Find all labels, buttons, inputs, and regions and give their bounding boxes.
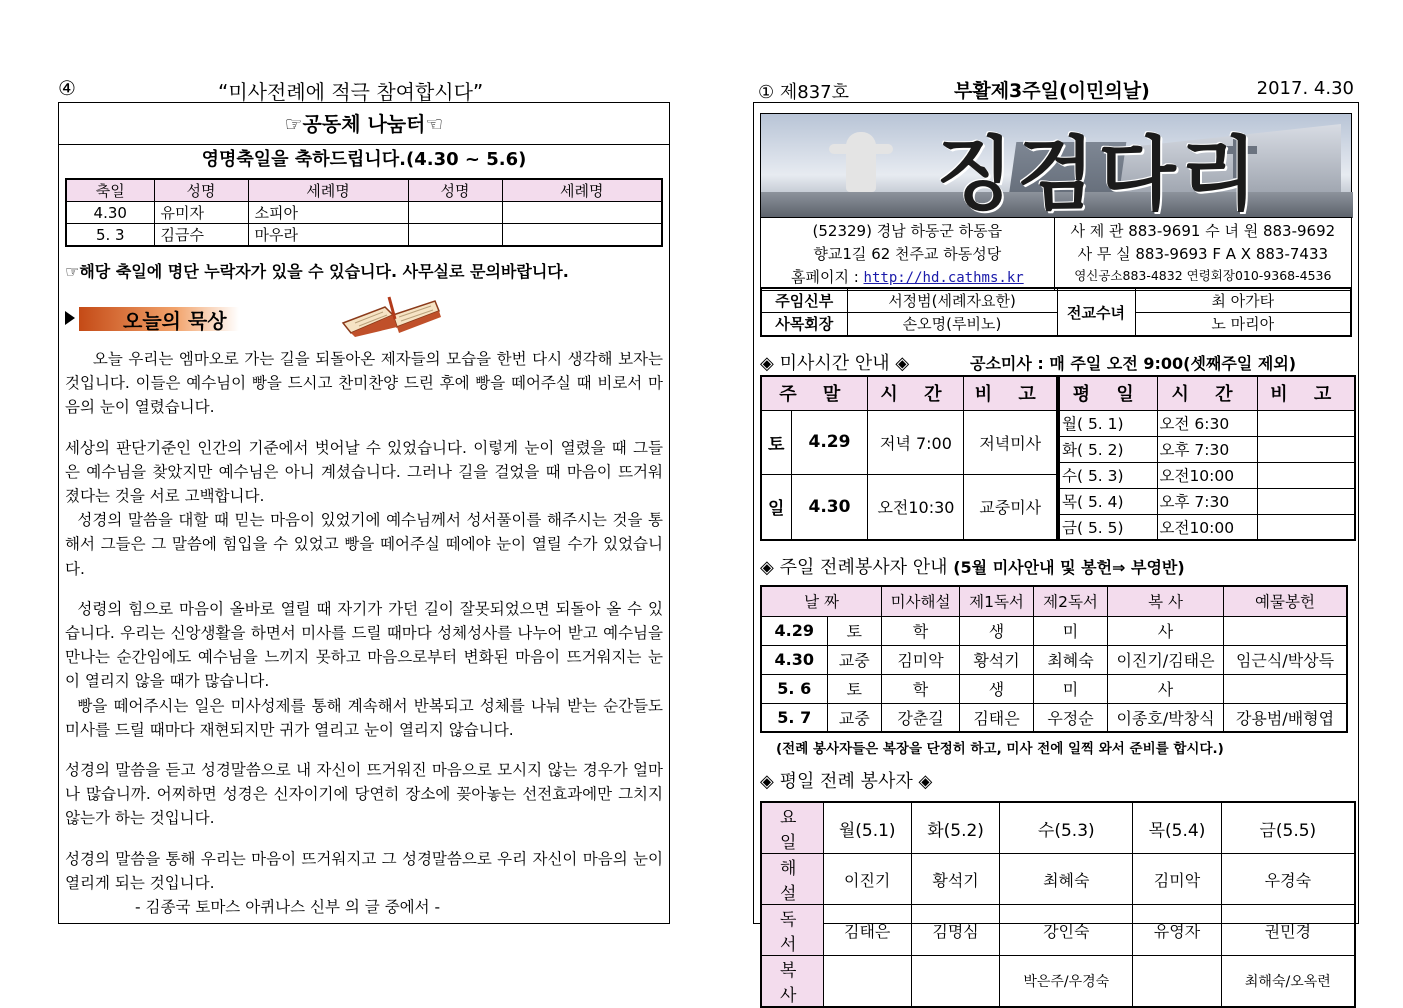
issue-number: ① 제837호 [758, 82, 849, 103]
table-row [1059, 436, 1355, 462]
right-page-header [758, 76, 1354, 102]
wd-cell [823, 956, 911, 1008]
paragraph: 성경의 말씀을 통해 우리는 마음이 뜨거워지고 그 성경말씀으로 우리 자신이 마음의 눈이 열리게 되는 것입니다. [65, 849, 663, 892]
issue-date: 2017. 4.30 [1256, 78, 1354, 99]
wd-cell [911, 956, 999, 1008]
mass-note: 교중미사 [964, 474, 1057, 540]
contact-line: 사 제 관 883-9691 수 녀 원 883-9692 [1070, 222, 1336, 240]
server-cell: 황석기 [960, 645, 1034, 674]
feast-title: 영명축일을 축하드립니다.(4.30 ~ 5.6) [201, 149, 527, 170]
mass-time: 오전10:00 [1157, 462, 1257, 488]
weekday-servers-table [760, 801, 1356, 1008]
servers-header: 예물봉헌 [1224, 586, 1347, 616]
table-row [761, 645, 1347, 674]
table-row [761, 854, 1355, 905]
mass-header: 시 간 [1157, 376, 1257, 410]
wd-header: 목(5.4) [1133, 802, 1221, 854]
feast-header: 성명 [154, 179, 248, 202]
feast-cell [408, 202, 502, 224]
feast-notice: ☞해당 축일에 명단 누락자가 있을 수 있습니다. 사무실로 문의바랍니다. [65, 262, 569, 281]
staff-name: 손오명(루비노) [847, 312, 1057, 336]
staff-name: 서정범(세례자요한) [847, 288, 1057, 312]
server-cell: 우정순 [1034, 703, 1108, 732]
staff-label: 주임신부 [761, 288, 847, 312]
mission-mass-note: 공소미사 : 매 주일 오전 9:00(셋째주일 제외) [970, 354, 1297, 373]
contact-line: 사 무 실 883-9693 F A X 883-7433 [1077, 244, 1329, 263]
weekday-servers-heading: ◈ 평일 전례 봉사자 ◈ [760, 771, 933, 792]
table-row [761, 905, 1355, 956]
server-cell: 사 [1108, 674, 1224, 703]
server-cell: 학 [882, 674, 960, 703]
wd-cell: 강인숙 [1000, 905, 1133, 956]
contacts-cell [1054, 218, 1351, 291]
left-page-header [58, 76, 670, 104]
server-cell: 이진기/김태은 [1108, 645, 1224, 674]
staff-name: 최 아가타 [1135, 288, 1351, 312]
table-row [1059, 514, 1355, 540]
servers-header: 날 짜 [761, 586, 882, 616]
wd-header: 월(5.1) [823, 802, 911, 854]
server-cell: 이종호/박창식 [1108, 703, 1224, 732]
weekday: 화( 5. 2) [1059, 436, 1157, 462]
table-row [761, 410, 1057, 474]
servers-heading-row [760, 553, 1185, 579]
server-cell: 미 [1034, 674, 1108, 703]
table-row [761, 616, 1347, 645]
statue-icon [846, 132, 876, 192]
page-motto: “미사전례에 적극 참여합시다” [218, 80, 484, 104]
bulletin-box [753, 102, 1359, 1006]
servers-heading: ◈ 주일 전례봉사자 안내 [760, 557, 948, 578]
wd-cell: 김명심 [911, 905, 999, 956]
open-book-icon [335, 293, 445, 339]
feast-table [65, 178, 663, 247]
wd-header: 화(5.2) [911, 802, 999, 854]
feast-cell: 소피아 [248, 202, 408, 224]
wd-label: 요 일 [761, 802, 823, 854]
server-cell: 사 [1108, 616, 1224, 645]
staff-label: 사목회장 [761, 312, 847, 336]
table-row [761, 703, 1347, 732]
wd-label: 독 서 [761, 905, 823, 956]
paragraph: 성경의 말씀을 듣고 성경말씀으로 내 자신이 뜨거워진 마음으로 모시지 않는 경우가 얼마나 많습니까. 어찌하면 성경은 신자이기에 당연히 장소에 꽂아놓는 선전효과에만 그치지 않는가 하는 것입니다. [65, 761, 663, 828]
wd-cell: 김태은 [823, 905, 911, 956]
weekday: 수( 5. 3) [1059, 462, 1157, 488]
mass-heading: ◈ 미사시간 안내 ◈ [760, 353, 910, 374]
feast-header: 세례명 [248, 179, 408, 202]
server-cell: 김태은 [960, 703, 1034, 732]
signature: - 김종국 토마스 아퀴나스 신부 의 글 중에서 - [135, 898, 441, 917]
wd-cell: 박은주/우경숙 [1000, 956, 1133, 1008]
mass-time: 오전10:30 [868, 474, 964, 540]
mass-note [1257, 410, 1355, 436]
masthead-image [760, 113, 1352, 221]
paragraph: 빵을 떼어주시는 일은 미사성제를 통해 계속해서 반복되고 성체를 나눠 받는 순간들도 미사를 드릴 때마다 재현되지만 귀가 열리고 눈이 열리지 않습니다. [65, 696, 663, 739]
meditation-text [65, 347, 663, 919]
feast-cell: 유미자 [154, 202, 248, 224]
page-number: ④ [58, 76, 76, 100]
server-cell: 김미악 [882, 645, 960, 674]
server-cell: 생 [960, 616, 1034, 645]
table-row [761, 802, 1355, 854]
wd-header: 금(5.5) [1221, 802, 1355, 854]
mass-day: 토 [761, 410, 791, 474]
weekday-mass-table [1058, 375, 1356, 541]
mass-header: 비 고 [964, 376, 1057, 410]
staff-table [760, 287, 1352, 337]
server-cell: 최혜숙 [1034, 645, 1108, 674]
wd-label: 해 설 [761, 854, 823, 905]
paragraph: 성경의 말씀을 대할 때 믿는 마음이 있었기에 예수님께서 성서풀이를 해주시는 것을 통해서 그들은 그 말씀에 힘입을 수 있었고 빵을 떼어주실 떼에야 눈이 열릴 수가 있었습니다. [65, 511, 663, 578]
mass-header: 주 말 [761, 376, 868, 410]
mass-time: 오후 7:30 [1157, 488, 1257, 514]
homepage-link[interactable]: http://hd.cathms.kr [863, 270, 1024, 286]
feast-header: 축일 [66, 179, 154, 202]
mass-note [1257, 514, 1355, 540]
server-date: 5. 7 [761, 703, 827, 732]
feast-cell [408, 224, 502, 247]
feast-cell: 마우라 [248, 224, 408, 247]
mass-header: 시 간 [868, 376, 964, 410]
parish-info [760, 217, 1352, 291]
feast-header: 세례명 [502, 179, 662, 202]
wd-cell: 황석기 [911, 854, 999, 905]
feast-cell: 5. 3 [66, 224, 154, 247]
mass-date: 4.30 [791, 474, 868, 540]
servers-heading-note: (5월 미사안내 및 봉헌⇒ 부영반) [953, 558, 1185, 577]
servers-header: 제2독서 [1034, 586, 1108, 616]
table-row [66, 202, 662, 224]
server-cell: 생 [960, 674, 1034, 703]
wd-cell: 최해숙/오옥련 [1221, 956, 1355, 1008]
wd-header: 수(5.3) [1000, 802, 1133, 854]
server-cell: 강춘길 [882, 703, 960, 732]
server-mass: 교중 [827, 645, 882, 674]
server-cell: 학 [882, 616, 960, 645]
meditation-banner [65, 293, 505, 339]
server-date: 4.30 [761, 645, 827, 674]
mass-note: 저녁미사 [964, 410, 1057, 474]
homepage-label: 홈페이지 : [790, 268, 864, 286]
staff-label: 전교수녀 [1057, 288, 1135, 336]
table-row [1059, 462, 1355, 488]
community-title: ☞공동체 나눔터☜ [59, 103, 669, 145]
server-cell: 임근식/박상득 [1224, 645, 1347, 674]
servers-header: 제1독서 [960, 586, 1034, 616]
mass-time: 저녁 7:00 [868, 410, 964, 474]
wd-label: 복 사 [761, 956, 823, 1008]
triangle-icon [65, 311, 75, 325]
wd-cell [1133, 956, 1221, 1008]
table-row [1059, 488, 1355, 514]
weekday: 월( 5. 1) [1059, 410, 1157, 436]
feast-cell [502, 224, 662, 247]
statue-arms [829, 144, 893, 154]
table-row [761, 674, 1347, 703]
weekend-mass-table [760, 375, 1058, 541]
mass-header: 비 고 [1257, 376, 1355, 410]
masthead-title: 징검다리 [936, 128, 1262, 221]
feast-header: 성명 [408, 179, 502, 202]
server-date: 4.29 [761, 616, 827, 645]
server-mass: 토 [827, 616, 882, 645]
table-row [66, 224, 662, 247]
server-cell [1224, 616, 1347, 645]
servers-footnote: (전례 봉사자들은 복장을 단정히 하고, 미사 전에 일찍 와서 준비를 합시다.) [776, 741, 1224, 757]
community-box [58, 102, 670, 924]
liturgical-sunday: 부활제3주일(이민의날) [954, 80, 1150, 102]
server-date: 5. 6 [761, 674, 827, 703]
servers-header: 복 사 [1108, 586, 1224, 616]
table-row [1059, 410, 1355, 436]
mass-time: 오전 6:30 [1157, 410, 1257, 436]
table-row [761, 474, 1057, 540]
mass-time: 오후 7:30 [1157, 436, 1257, 462]
meditation-label: 오늘의 묵상 [123, 309, 227, 333]
mass-note [1257, 462, 1355, 488]
wd-cell: 최혜숙 [1000, 854, 1133, 905]
mass-date: 4.29 [791, 410, 868, 474]
server-mass: 토 [827, 674, 882, 703]
wd-cell: 우경숙 [1221, 854, 1355, 905]
staff-name: 노 마리아 [1135, 312, 1351, 336]
server-cell [1224, 674, 1347, 703]
weekday: 목( 5. 4) [1059, 488, 1157, 514]
server-cell: 강용범/배형엽 [1224, 703, 1347, 732]
contact-line: 영신공소883-4832 연령회장010-9368-4536 [1074, 268, 1332, 283]
address-line: 향교1길 62 천주교 하동성당 [813, 245, 1002, 263]
mass-time: 오전10:00 [1157, 514, 1257, 540]
sunday-servers-table [760, 585, 1348, 733]
wd-cell: 이진기 [823, 854, 911, 905]
wd-cell: 권민경 [1221, 905, 1355, 956]
servers-header: 미사해설 [882, 586, 960, 616]
paragraph: 성령의 힘으로 마음이 올바로 열릴 때 자기가 가던 길이 잘못되었으면 되돌아 올 수 있습니다. 우리는 신앙생활을 하면서 미사를 드릴 때마다 성체성사를 나누어 받고 예수님을 만나는 순간임에도 예수님을 느끼지 못하고 마음으로부터 변화된 마음이 뜨거워지는 눈이 열리지 않을 때가 많습니다. [65, 599, 663, 691]
mass-note [1257, 436, 1355, 462]
mass-note [1257, 488, 1355, 514]
feast-cell [502, 202, 662, 224]
weekday: 금( 5. 5) [1059, 514, 1157, 540]
paragraph: 세상의 판단기준인 인간의 기준에서 벗어날 수 있었습니다. 이렇게 눈이 열렸을 때 그들은 예수님을 찾았지만 예수님은 아니 계셨습니다. 그러나 길을 걸었을 때 마음이 뜨거워졌다는 것을 서로 고백합니다. [65, 438, 663, 506]
address-line: (52329) 경남 하동군 하동읍 [812, 222, 1003, 240]
wd-cell: 유영자 [1133, 905, 1221, 956]
mass-day: 일 [761, 474, 791, 540]
server-cell: 미 [1034, 616, 1108, 645]
mass-header: 평 일 [1059, 376, 1157, 410]
server-mass: 교중 [827, 703, 882, 732]
feast-cell: 4.30 [66, 202, 154, 224]
wd-cell: 김미악 [1133, 854, 1221, 905]
table-row [761, 956, 1355, 1008]
paragraph: 오늘 우리는 엠마오로 가는 길을 되돌아온 제자들의 모습을 한번 다시 생각해 보자는 것입니다. 이들은 예수님이 빵을 드시고 찬미찬양 드린 후에 빵을 떼어주실 때 비로서 마음의 눈이 열렸습니다. [65, 350, 663, 417]
address-cell [761, 218, 1055, 291]
feast-cell: 김금수 [154, 224, 248, 247]
